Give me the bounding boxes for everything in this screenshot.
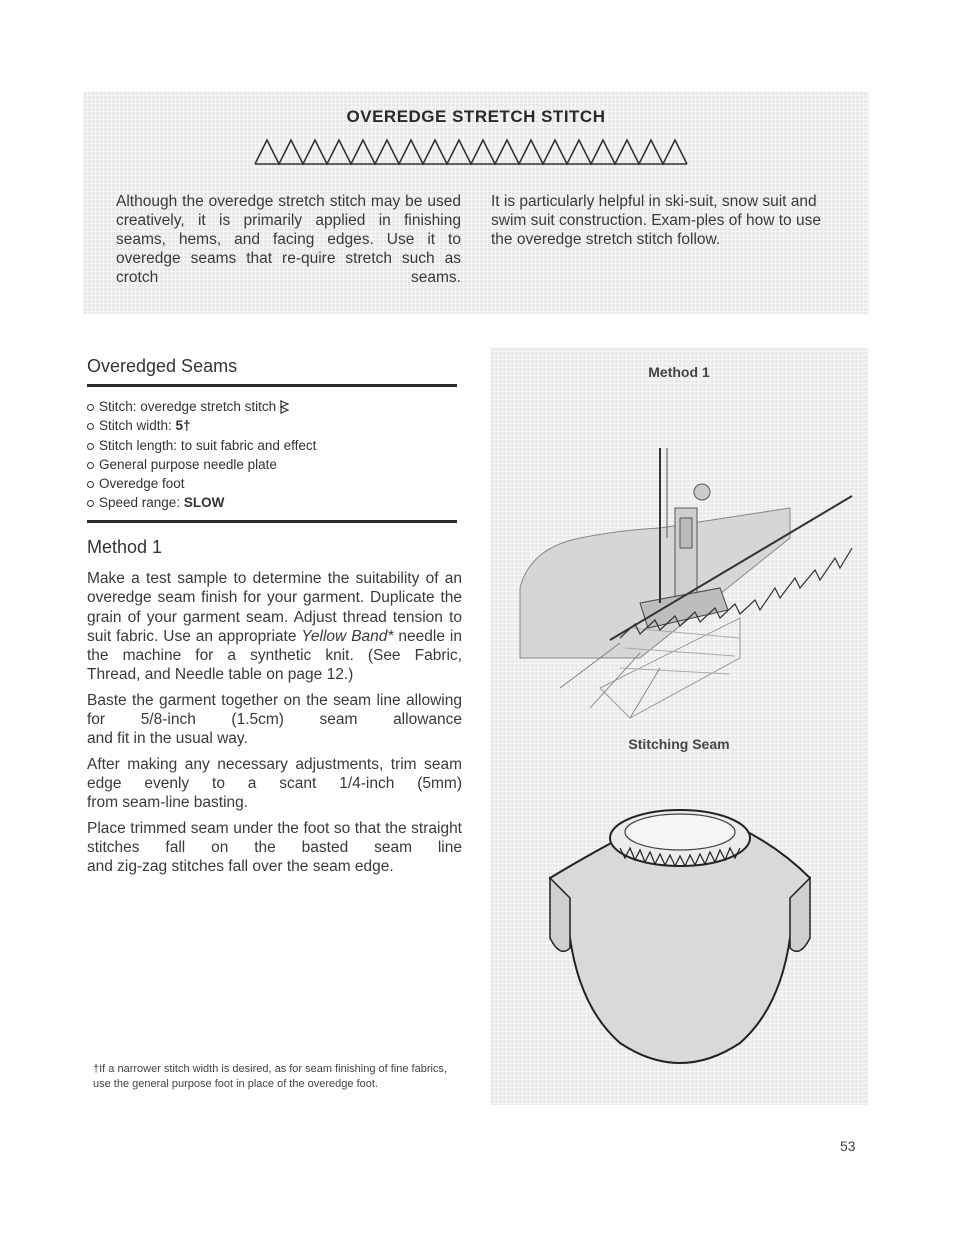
- caption-stitching-seam: Stitching Seam: [628, 736, 730, 752]
- spec-item: Stitch length: to suit fabric and effect: [87, 436, 316, 455]
- intro-left-text: Although the overedge stretch stitch may be used creatively, it is primarily applied in finishing seams, hems, and facing edges. Use it to overedge seams that re-quire stretch such as crotch seams.: [116, 193, 461, 286]
- intro-title: OVEREDGE STRETCH STITCH: [346, 107, 606, 126]
- method-title: Method 1: [87, 537, 163, 557]
- intro-right-text: It is particularly helpful in ski-suit, snow suit and swim suit construction. Exam-ples of how to use the overedge stretch stitch follow.: [491, 193, 821, 248]
- method-paragraph: Place trimmed seam under the foot so that the straight stitches fall on the basted seam line and zig-zag stitches fall over the seam edge.: [87, 819, 462, 876]
- section-title: Overedged Seams: [87, 356, 238, 376]
- page-number: 53: [840, 1138, 856, 1154]
- section-bottom-rule: [87, 520, 457, 523]
- illustration-panel: [490, 348, 868, 1105]
- caption-method: Method 1: [648, 364, 710, 380]
- method-paragraph: After making any necessary adjustments, trim seam edge evenly to a scant 1/4-inch (5mm) from seam-line basting.: [87, 755, 462, 812]
- intro-box: [83, 92, 869, 314]
- sewing-machine-illustration: [490, 388, 868, 768]
- spec-item: Speed range: SLOW: [87, 493, 316, 512]
- method-body: [87, 569, 462, 882]
- section-top-rule: [87, 384, 457, 387]
- spec-item: General purpose needle plate: [87, 455, 316, 474]
- spec-item: Stitch: overedge stretch stitch: [87, 397, 316, 416]
- spec-item: Stitch width: 5†: [87, 416, 316, 435]
- left-column: [87, 350, 462, 910]
- stitch-pattern-icon: [279, 399, 289, 415]
- garment-neckline-illustration: [490, 788, 868, 1088]
- method-paragraph: Make a test sample to determine the suitability of an overedge seam finish for your garment. Duplicate the grain of your garment seam. Adjust thread tension to suit fabric. Use an appropriate Yellow Band* needle in the machine for a synthetic knit. (See Fabric, Thread, and Needle table on page 12.): [87, 570, 462, 684]
- overedge-stitch-pattern-icon: [253, 136, 693, 168]
- spec-item: Overedge foot: [87, 474, 316, 493]
- method-paragraph: Baste the garment together on the seam line allowing for 5/8-inch (1.5cm) seam allowance and fit in the usual way.: [87, 691, 462, 748]
- footnote: †If a narrower stitch width is desired, as for seam finishing of fine fabrics, use the general purpose foot in place of the overedge foot.: [93, 1063, 447, 1090]
- spec-list: [87, 397, 316, 513]
